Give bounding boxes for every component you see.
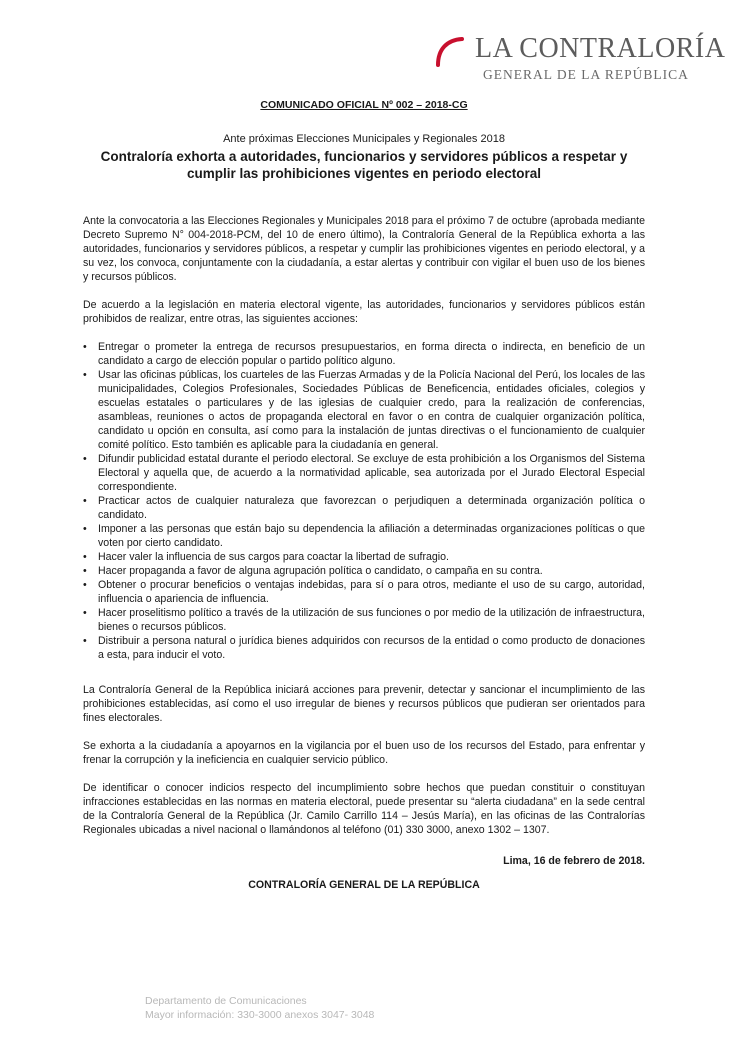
list-item xyxy=(83,564,645,578)
bullet: • xyxy=(83,453,87,465)
list-item xyxy=(83,340,645,368)
list-item xyxy=(83,494,645,522)
list-item-text: Imponer a las personas que están bajo su dependencia la afiliación a determinadas organizaciones políticas o que voten por cierto candidato. xyxy=(98,523,645,549)
contraloria-logo xyxy=(435,33,726,83)
document-page xyxy=(83,95,645,891)
bullet: • xyxy=(83,579,87,591)
list-item xyxy=(83,522,645,550)
list-item-text: Distribuir a persona natural o jurídica bienes adquiridos con recursos de la entidad o como producto de donaciones a esta, para inducir el voto. xyxy=(98,635,645,661)
list-item-text: Hacer proselitismo político a través de la utilización de sus funciones o por medio de la utilización de infraestructura, bienes o recursos públicos. xyxy=(98,607,645,633)
contraloria-logo-icon xyxy=(435,35,465,67)
bullet: • xyxy=(83,607,87,619)
bullet: • xyxy=(83,551,87,563)
footer-department: Departamento de Comunicaciones xyxy=(145,995,307,1007)
pretitle: Ante próximas Elecciones Municipales y Regionales 2018 xyxy=(223,133,505,145)
paragraph-contact: De identificar o conocer indicios respecto del incumplimiento sobre hechos que puedan constituir o constituyan infracciones establecidas en las normas en materia electoral, puede presentar su “alerta ciudadana” en la sede central de la Contraloría General de la República (Jr. Camilo Carrillo 114 – Jesús María), en las oficinas de las Contralorías Regionales ubicadas a nivel nacional o llamándonos al teléfono (01) 330 3000, anexo 1302 – 1307. xyxy=(83,782,645,836)
list-item-text: Difundir publicidad estatal durante el periodo electoral. Se excluye de esta prohibición a los Organismos del Sistema Electoral y aquella que, de acuerdo a la normatividad aplicable, sea autorizada por el Jurado Electoral Especial correspondiente. xyxy=(98,453,645,493)
bullet: • xyxy=(83,565,87,577)
paragraph-intro: Ante la convocatoria a las Elecciones Regionales y Municipales 2018 para el próximo 7 de octubre (aprobada mediante Decreto Supremo N° 004-2018-PCM, del 10 de enero último), la Contraloría General de la República exhorta a las autoridades, funcionarios y servidores públicos, a respetar y cumplir las prohibiciones vigentes en periodo electoral, y a su vez, los convoca, conjuntamente con la ciudadanía, a estar alertas y contribuir con vigilar el buen uso de los bienes y recursos públicos. xyxy=(83,215,645,283)
list-item-text: Hacer propaganda a favor de alguna agrupación política o candidato, o campaña en su contra. xyxy=(98,565,543,577)
list-item-text: Practicar actos de cualquier naturaleza que favorezcan o perjudiquen a determinada organización política o candidato. xyxy=(98,495,645,521)
bullet: • xyxy=(83,341,87,353)
footer xyxy=(145,994,374,1022)
communique-reference: COMUNICADO OFICIAL Nº 002 – 2018-CG xyxy=(260,99,468,111)
logo-sub-text: GENERAL DE LA REPÚBLICA xyxy=(483,67,689,82)
list-item xyxy=(83,634,645,662)
list-item xyxy=(83,606,645,634)
paragraph-citizen-call: Se exhorta a la ciudadanía a apoyarnos en la vigilancia por el buen uso de los recursos del Estado, para enfrentar y frenar la corrupción y la ineficiencia en cualquier servicio público. xyxy=(83,740,645,766)
list-item xyxy=(83,550,645,564)
document-date: Lima, 16 de febrero de 2018. xyxy=(503,855,645,867)
list-item-text: Usar las oficinas públicas, los cuarteles de las Fuerzas Armadas y de la Policía Nacional del Perú, los locales de las municipalidades, Colegios Profesionales, Sociedades Públicas de Beneficencia, entidades oficiales, colegios y escuelas estatales o particulares y de las iglesias de cualquier credo, para la realización de conferencias, asambleas, reuniones o actos de propaganda electoral en favor o en contra de cualquier organización política, candidato u opción en consulta, así como para la instalación de juntas directivas o el funcionamiento de cualquier comité político. Esto también es aplicable para la ciudadanía en general. xyxy=(98,369,645,451)
signature-block: CONTRALORÍA GENERAL DE LA REPÚBLICA xyxy=(248,879,480,891)
prohibitions-list xyxy=(83,340,645,662)
bullet: • xyxy=(83,495,87,507)
list-item-text: Obtener o procurar beneficios o ventajas indebidas, para sí o para otros, mediante el uso de su cargo, autoridad, influencia o apariencia de influencia. xyxy=(98,579,645,605)
paragraph-actions: La Contraloría General de la República iniciará acciones para prevenir, detectar y sancionar el incumplimiento de las prohibiciones establecidas, así como el uso irregular de bienes y recursos públicos que pudieran ser orientados para fines electorales. xyxy=(83,684,645,724)
footer-contact-info: Mayor información: 330-3000 anexos 3047- 3048 xyxy=(145,1009,375,1021)
list-item xyxy=(83,368,645,452)
bullet: • xyxy=(83,523,87,535)
paragraph-prohibitions-intro: De acuerdo a la legislación en materia electoral vigente, las autoridades, funcionarios y servidores públicos están prohibidos de realizar, entre otras, las siguientes acciones: xyxy=(83,299,645,325)
bullet: • xyxy=(83,635,87,647)
headline-line-1: Contraloría exhorta a autoridades, funcionarios y servidores públicos a respetar y xyxy=(100,149,628,164)
headline-line-2: cumplir las prohibiciones vigentes en periodo electoral xyxy=(186,166,542,181)
headline xyxy=(83,148,645,182)
list-item-text: Hacer valer la influencia de sus cargos para coactar la libertad de sufragio. xyxy=(98,551,449,563)
logo-main-text: LA CONTRALORÍA xyxy=(475,33,726,64)
list-item xyxy=(83,578,645,606)
bullet: • xyxy=(83,369,87,381)
list-item-text: Entregar o prometer la entrega de recursos presupuestarios, en forma directa o indirecta, en beneficio de un candidato a cargo de elección popular o partido político alguno. xyxy=(98,341,645,367)
list-item xyxy=(83,452,645,494)
